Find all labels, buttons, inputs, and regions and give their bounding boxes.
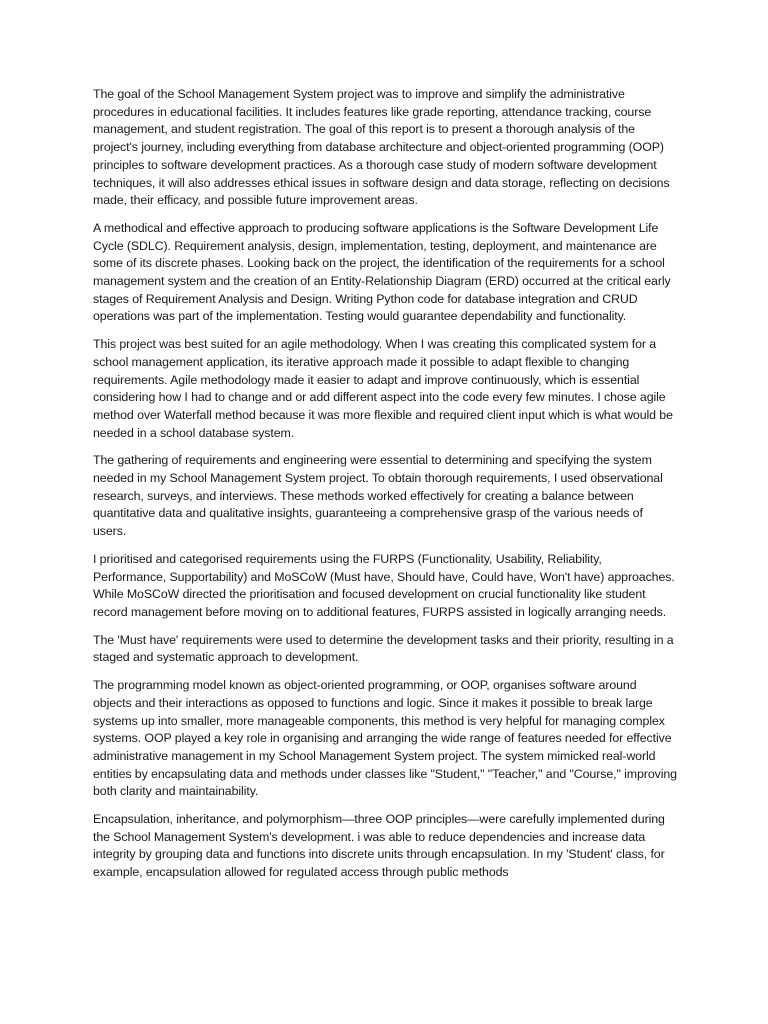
paragraph-sdlc: A methodical and effective approach to producing software applications is the Software Development Life Cycle (SDLC). Requirement analysis, design, implementation, testing, deployment, and maintenance are some of its discrete phases. Looking back on the project, the identification of the requirements for a school management system and the creation of an Entity-Relationship Diagram (ERD) occurred at the critical early stages of Requirement Analysis and Design. Writing Python code for database integration and CRUD operations was part of the implementation. Testing would guarantee dependability and functionality. bbox=[93, 220, 671, 324]
paragraph-agile: This project was best suited for an agile methodology. When I was creating this complicated system for a school management application, its iterative approach made it possible to adapt flexible to changing requirements. Agile methodology made it easier to adapt and improve continuously, which is essential considering how I had to change and or add different aspect into the code every few minutes. I chose agile method over Waterfall method because it was more flexible and required client input which is what would be needed in a school database system. bbox=[93, 337, 673, 440]
paragraph-oop: The programming model known as object-oriented programming, or OOP, organises software around objects and their interactions as opposed to functions and logic. Since it makes it possible to break large systems up into smaller, more manageable components, this method is very helpful for managing complex systems. OOP played a key role in organising and arranging the wide range of features needed for effective administrative management in my School Management System project. The system mimicked real-world entities by encapsulating data and methods under classes like "Student," "Teacher," and "Course," improving both clarity and maintainability. bbox=[93, 678, 677, 799]
paragraph-oop-principles: Encapsulation, inheritance, and polymorphism—three OOP principles—were carefully implemented during the School Management System's development. i was able to reduce dependencies and increase data integrity by grouping data and functions into discrete units through encapsulation. In my 'Student' class, for example, encapsulation allowed for regulated access through public methods bbox=[93, 812, 665, 880]
document-page bbox=[93, 86, 677, 892]
paragraph-requirements-gathering: The gathering of requirements and engineering were essential to determining and specifying the system needed in my School Management System project. To obtain thorough requirements, I used observational research, surveys, and interviews. These methods worked effectively for creating a balance between quantitative data and qualitative insights, guaranteeing a comprehensive grasp of the various needs of users. bbox=[93, 453, 663, 539]
paragraph-project-goal: The goal of the School Management System project was to improve and simplify the administrative procedures in educational facilities. It includes features like grade reporting, attendance tracking, course management, and student registration. The goal of this report is to present a thorough analysis of the project's journey, including everything from database architecture and object-oriented programming (OOP) principles to software development practices. As a thorough case study of modern software development techniques, it will also addresses ethical issues in software design and data storage, reflecting on decisions made, their efficacy, and possible future improvement areas. bbox=[93, 87, 670, 208]
paragraph-must-have: The 'Must have' requirements were used to determine the development tasks and their priority, resulting in a staged and systematic approach to development. bbox=[93, 632, 674, 665]
paragraph-furps-moscow: I prioritised and categorised requirements using the FURPS (Functionality, Usability, Reliability, Performance, Supportability) and MoSCoW (Must have, Should have, Could have, Won't have) approaches. While MoSCoW directed the prioritisation and focused development on crucial functionality like student record management before moving on to additional features, FURPS assisted in logically arranging needs. bbox=[93, 551, 675, 619]
